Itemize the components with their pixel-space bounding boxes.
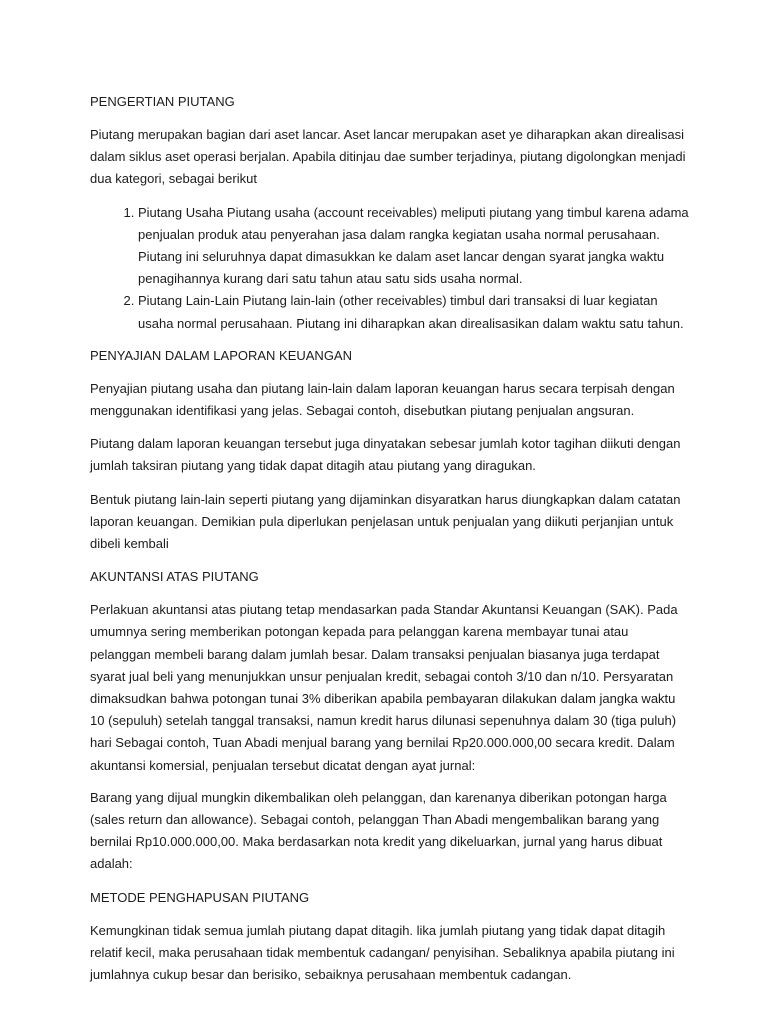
heading-akuntansi: AKUNTANSI ATAS PIUTANG (90, 569, 259, 585)
paragraph-penyajian-3: Bentuk piutang lain-lain seperti piutang yang dijaminkan disyaratkan harus diungkapkan dalam catatan laporan keuangan. Demikian pula diperlukan penjelasan untuk penjualan yang diikuti perjanjian untuk dibeli kembali (90, 491, 681, 552)
paragraph-penyajian-2: Piutang dalam laporan keuangan tersebut juga dinyatakan sebesar jumlah kotor tagihan diikuti dengan jumlah taksiran piutang yang tidak dapat ditagih atau piutang yang diragukan. (90, 436, 681, 474)
heading-penyajian: PENYAJIAN DALAM LAPORAN KEUANGAN (90, 347, 352, 363)
paragraph-akuntansi-2: Barang yang dijual mungkin dikembalikan oleh pelanggan, dan karenanya diberikan potongan harga (sales return dan allowance). Sebagai contoh, pelanggan Than Abadi mengembalikan barang yang bernilai Rp10.000.000,00. Maka berdasarkan nota kredit yang dikeluarkan, jurnal yang harus dibuat adalah: (90, 789, 667, 872)
heading-pengertian-piutang: PENGERTIAN PIUTANG (90, 94, 235, 109)
list-item-piutang-usaha: 1. Piutang Usaha Piutang usaha (account receivables) meliputi piutang yang timbul karena adama penjualan produk atau penyerahan jasa dalam rangka kegiatan usaha normal perusahaan. Piutang ini seluruhnya dapat dimasukkan ke dalam aset lancar dengan syarat jangka waktu penagihannya kurang dari satu tahun atau satu sids usaha normal. (138, 202, 690, 291)
paragraph-penyajian-1: Penyajian piutang usaha dan piutang lain-lain dalam laporan keuangan harus secara terpisah dengan menggunakan identifikasi yang jelas. Sebagai contoh, disebutkan piutang penjualan angsuran. (90, 380, 675, 419)
heading-metode: METODE PENGHAPUSAN PIUTANG (90, 889, 310, 905)
paragraph-akuntansi-1: Perlakuan akuntansi atas piutang tetap mendasarkan pada Standar Akuntansi Keuangan (SAK). Pada umumnya sering memberikan potongan kepada para pelanggan karena membayar tunai atau pelanggan membeli barang dalam jumlah besar. Dalam transaksi penjualan biasanya juga terdapat syarat jual beli yang menunjukkan unsur penjualan kredit, sebagai contoh 3/10 dan n/10. Persyaratan dimaksudkan bahwa potongan tunai 3% diberikan apabila pembayaran dilakukan dalam jangka waktu 10 (sepuluh) setelah tanggal transaksi, namun kredit harus dilunasi sepenuhnya dalam 30 (tiga puluh) hari Sebagai contoh, Tuan Abadi menjual barang yang bernilai Rp20.000.000,00 secara kredit. Dalam akuntansi komersial, penjualan tersebut dicatat dengan ayat jurnal: (90, 602, 678, 773)
paragraph-pengertian-intro: Piutang merupakan bagian dari aset lancar. Aset lancar merupakan aset ye diharapkan akan direalisasi dalam siklus aset operasi berjalan. Apabila ditinjau dae sumber terjadinya, piutang digolongkan menjadi dua kategori, sebagai berikut (90, 127, 686, 187)
list-item-piutang-lain-lain: 2. Piutang Lain-Lain Piutang lain-lain (other receivables) timbul dari transaksi di luar kegiatan usaha normal perusahaan. Piutang ini diharapkan akan direalisasikan dalam waktu satu tahun. (138, 290, 690, 334)
receivables-categories-list (90, 202, 690, 335)
document-body (90, 91, 690, 997)
paragraph-metode-1: Kemungkinan tidak semua jumlah piutang dapat ditagih. lika jumlah piutang yang tidak dapat ditagih relatif kecil, maka perusahaan tidak membentuk cadangan/ penyisihan. Sebaliknya apabila piutang ini jumlahnya cukup besar dan berisiko, sebaiknya perusahaan membentuk cadangan. (90, 922, 675, 983)
